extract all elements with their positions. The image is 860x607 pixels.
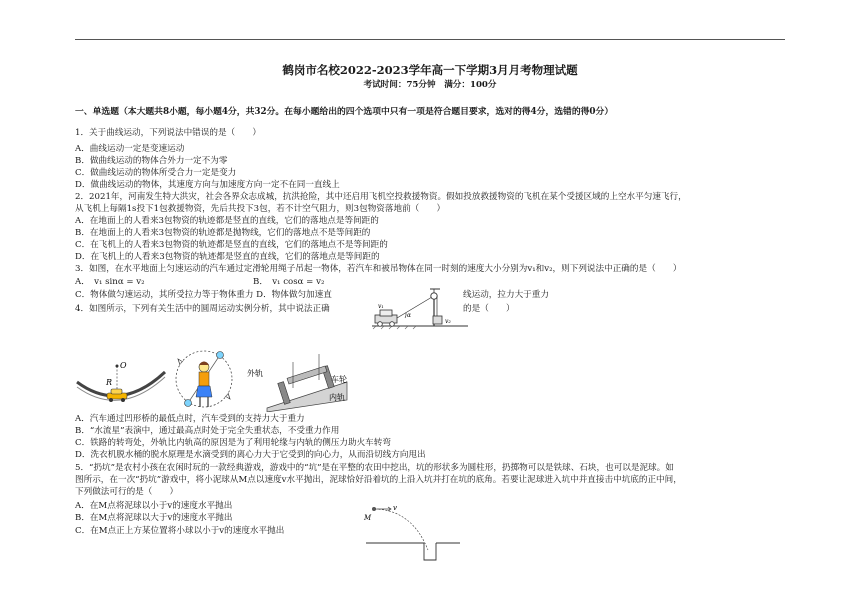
q4-option-d: D．洗衣机脱水桶的脱水原理是水滴受到的离心力大于它受到的向心力，从而沿切线方向甩出 [75,450,426,460]
q4-inner-rail-label: 内轨 [329,393,345,402]
q1-option-c: C．做曲线运动的物体所受合力一定是变力 [75,168,237,178]
exam-title: 鹤岗市名校2022-2023学年高一下学期3月月考物理试题 [282,63,578,77]
q3-v1-label: v₁ [378,303,384,310]
q3-alpha-label: α [407,312,412,319]
section-heading: 一、单选题（本大题共8小题，每小题4分，共32分。在每小题给出的四个选项中只有一项是符合题目要求，选对的得4分，选错的得0分） [75,107,614,117]
q5-stem-3: 下列做法可行的是（ ） [75,487,179,497]
q2-option-b: B．在地面上的人看来3包物资的轨迹都是抛物线，它们的落地点不是等间距的 [75,228,371,238]
water-cup-icon [185,400,192,407]
q2-stem-1: 2．2021年，河南发生特大洪灾，社会各界众志成城，抗洪抢险，其中还启用飞机空投救援物资。假如投放救援物资的飞机在某个受援区域的上空水平匀速飞行， [75,192,687,202]
q5-option-c: C．在M点正上方某位置将小球以小于v的速度水平抛出 [75,526,285,536]
q5-option-b: B．在M点将泥球以大于v的速度水平抛出 [75,513,233,523]
q1-stem: 1．关于曲线运动，下列说法中错误的是（ ） [75,128,261,138]
q3-v2-label: v₂ [445,318,451,325]
q4-railway-figure [247,352,359,412]
q3-option-d-tail: 线运动，拉力大于重力 [463,290,549,300]
q5-m-label: M [364,514,372,522]
q5-stem-2: 图所示，在一次“扔坑”游戏中，将小泥球从M点以速度v水平抛出，泥球恰好沿着坑的上沿入坑并打在坑的底角。若要让泥球进入坑中并直接击中坑底的正中间， [75,475,682,485]
q2-option-d: D．在飞机上的人看来3包物资的轨迹都是竖直的直线，它们的落地点是等间距的 [75,252,380,262]
q2-stem-2: 从飞机上每隔1s投下1包救援物资，先后共投下3包，若不计空气阻力，则3包物资落地前（ ） [75,204,446,214]
q4-concave-bridge-figure [75,352,170,412]
q3-option-a: A． v₁ sinα = v₂ [75,277,145,287]
q4-r-label: R [106,378,113,387]
q5-stem-1: 5．“扔坑”是农村小孩在农闲时玩的一款经典游戏，游戏中的“坑”是在平整的农田中挖出，坑的形状多为圆柱形，扔掷物可以是铁球、石块，也可以是泥球。如 [75,463,674,473]
q3-stem: 3．如图，在水平地面上匀速运动的汽车通过定滑轮用绳子吊起一物体，若汽车和被吊物体在同一时刻的速度大小分别为v₁和v₂，则下列说法中正确的是（ ） [75,264,682,274]
header-rule [75,39,785,40]
q3-option-cd: C．物体做匀速运动，其所受拉力等于物体重力 D．物体做匀加速直 [75,290,332,300]
q4-option-b: B．“水流星”表演中，通过最高点时处于完全失重状态，不受重力作用 [75,426,340,436]
q4-stem: 4．如图所示，下列有关生活中的圆周运动实例分析，其中说法正确 [75,304,330,314]
q2-option-c: C．在飞机上的人看来3包物资的轨迹都是竖直的直线，它们的落地点不是等间距的 [75,240,388,250]
q3-option-b: B． v₁ cosα = v₂ [253,277,325,287]
q5-projectile-figure [362,500,462,564]
q4-outer-rail-label: 外轨 [247,369,263,378]
q4-wheel-label: 车轮 [331,375,347,384]
q5-v-label: v [393,504,397,512]
q4-water-meteor-figure [168,345,240,413]
q4-option-c: C．铁路的转弯处，外轨比内轨高的原因是为了利用轮缘与内轨的侧压力助火车转弯 [75,438,391,448]
q3-pulley-figure [370,283,470,330]
q2-option-a: A．在地面上的人看来3包物资的轨迹都是竖直的直线，它们的落地点是等间距的 [75,216,379,226]
q1-option-d: D．做曲线运动的物体，其速度方向与加速度方向一定不在同一直线上 [75,180,340,190]
exam-meta: 考试时间：75分钟 满分：100分 [363,80,497,90]
q5-option-a: A．在M点将泥球以小于v的速度水平抛出 [75,501,233,511]
q4-o-label: O [120,361,127,370]
q4-option-a: A．汽车通过凹形桥的最低点时，汽车受到的支持力大于重力 [75,414,305,424]
q1-option-a: A．曲线运动一定是变速运动 [75,144,185,154]
q1-option-b: B．做曲线运动的物体合外力一定不为零 [75,156,228,166]
q4-stem-tail: 的是（ ） [463,304,515,314]
